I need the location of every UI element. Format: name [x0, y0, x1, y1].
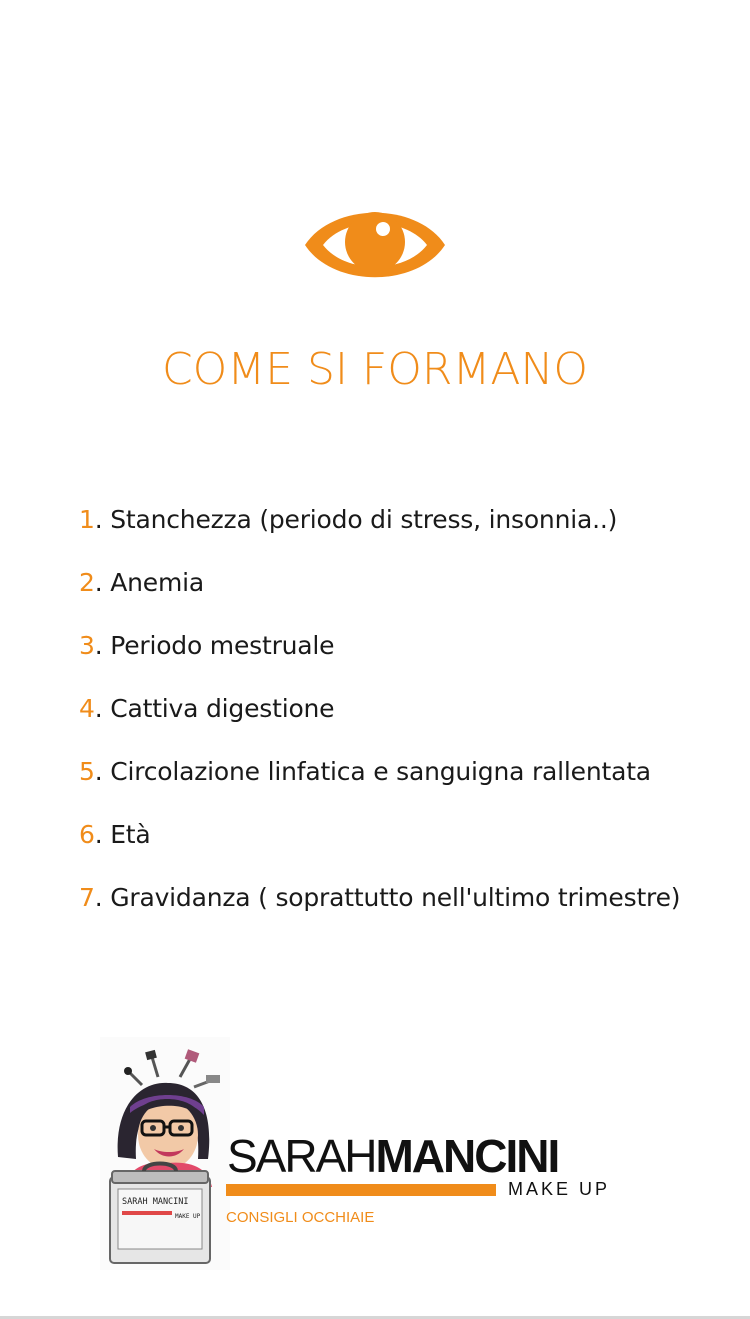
causes-list [79, 505, 680, 946]
list-item [79, 757, 680, 820]
list-item [79, 694, 680, 757]
eye-icon [301, 198, 449, 292]
list-item [79, 820, 680, 883]
item-text: . Periodo mestruale [94, 631, 335, 660]
list-item [79, 883, 680, 946]
brand-underline [226, 1184, 496, 1196]
brand-footer [100, 1037, 660, 1270]
tagline: CONSIGLI OCCHIAIE [226, 1209, 375, 1226]
item-number: 5 [79, 757, 95, 786]
case-sub-text: MAKE UP [175, 1213, 201, 1220]
item-number: 2 [79, 568, 95, 597]
item-text: . Circolazione linfatica e sanguigna rallentata [94, 757, 651, 786]
brand-name: SARAHMANCINI [227, 1130, 559, 1182]
avatar-illustration [100, 1037, 230, 1270]
item-text: . Gravidanza ( soprattutto nell'ultimo trimestre) [94, 883, 681, 912]
item-text: . Stanchezza (periodo di stress, insonnia..) [94, 505, 618, 534]
item-number: 1 [79, 505, 95, 534]
item-number: 6 [79, 820, 95, 849]
list-item [79, 631, 680, 694]
item-text: . Cattiva digestione [94, 694, 335, 723]
item-number: 3 [79, 631, 95, 660]
item-text: . Età [94, 820, 151, 849]
case-brand-text: SARAH MANCINI [122, 1197, 189, 1207]
item-number: 4 [79, 694, 95, 723]
brand-subtitle: MAKE UP [508, 1179, 611, 1199]
item-text: . Anemia [94, 568, 204, 597]
page-title: COME SI FORMANO [161, 344, 589, 395]
list-item [79, 505, 680, 568]
item-number: 7 [79, 883, 95, 912]
list-item [79, 568, 680, 631]
